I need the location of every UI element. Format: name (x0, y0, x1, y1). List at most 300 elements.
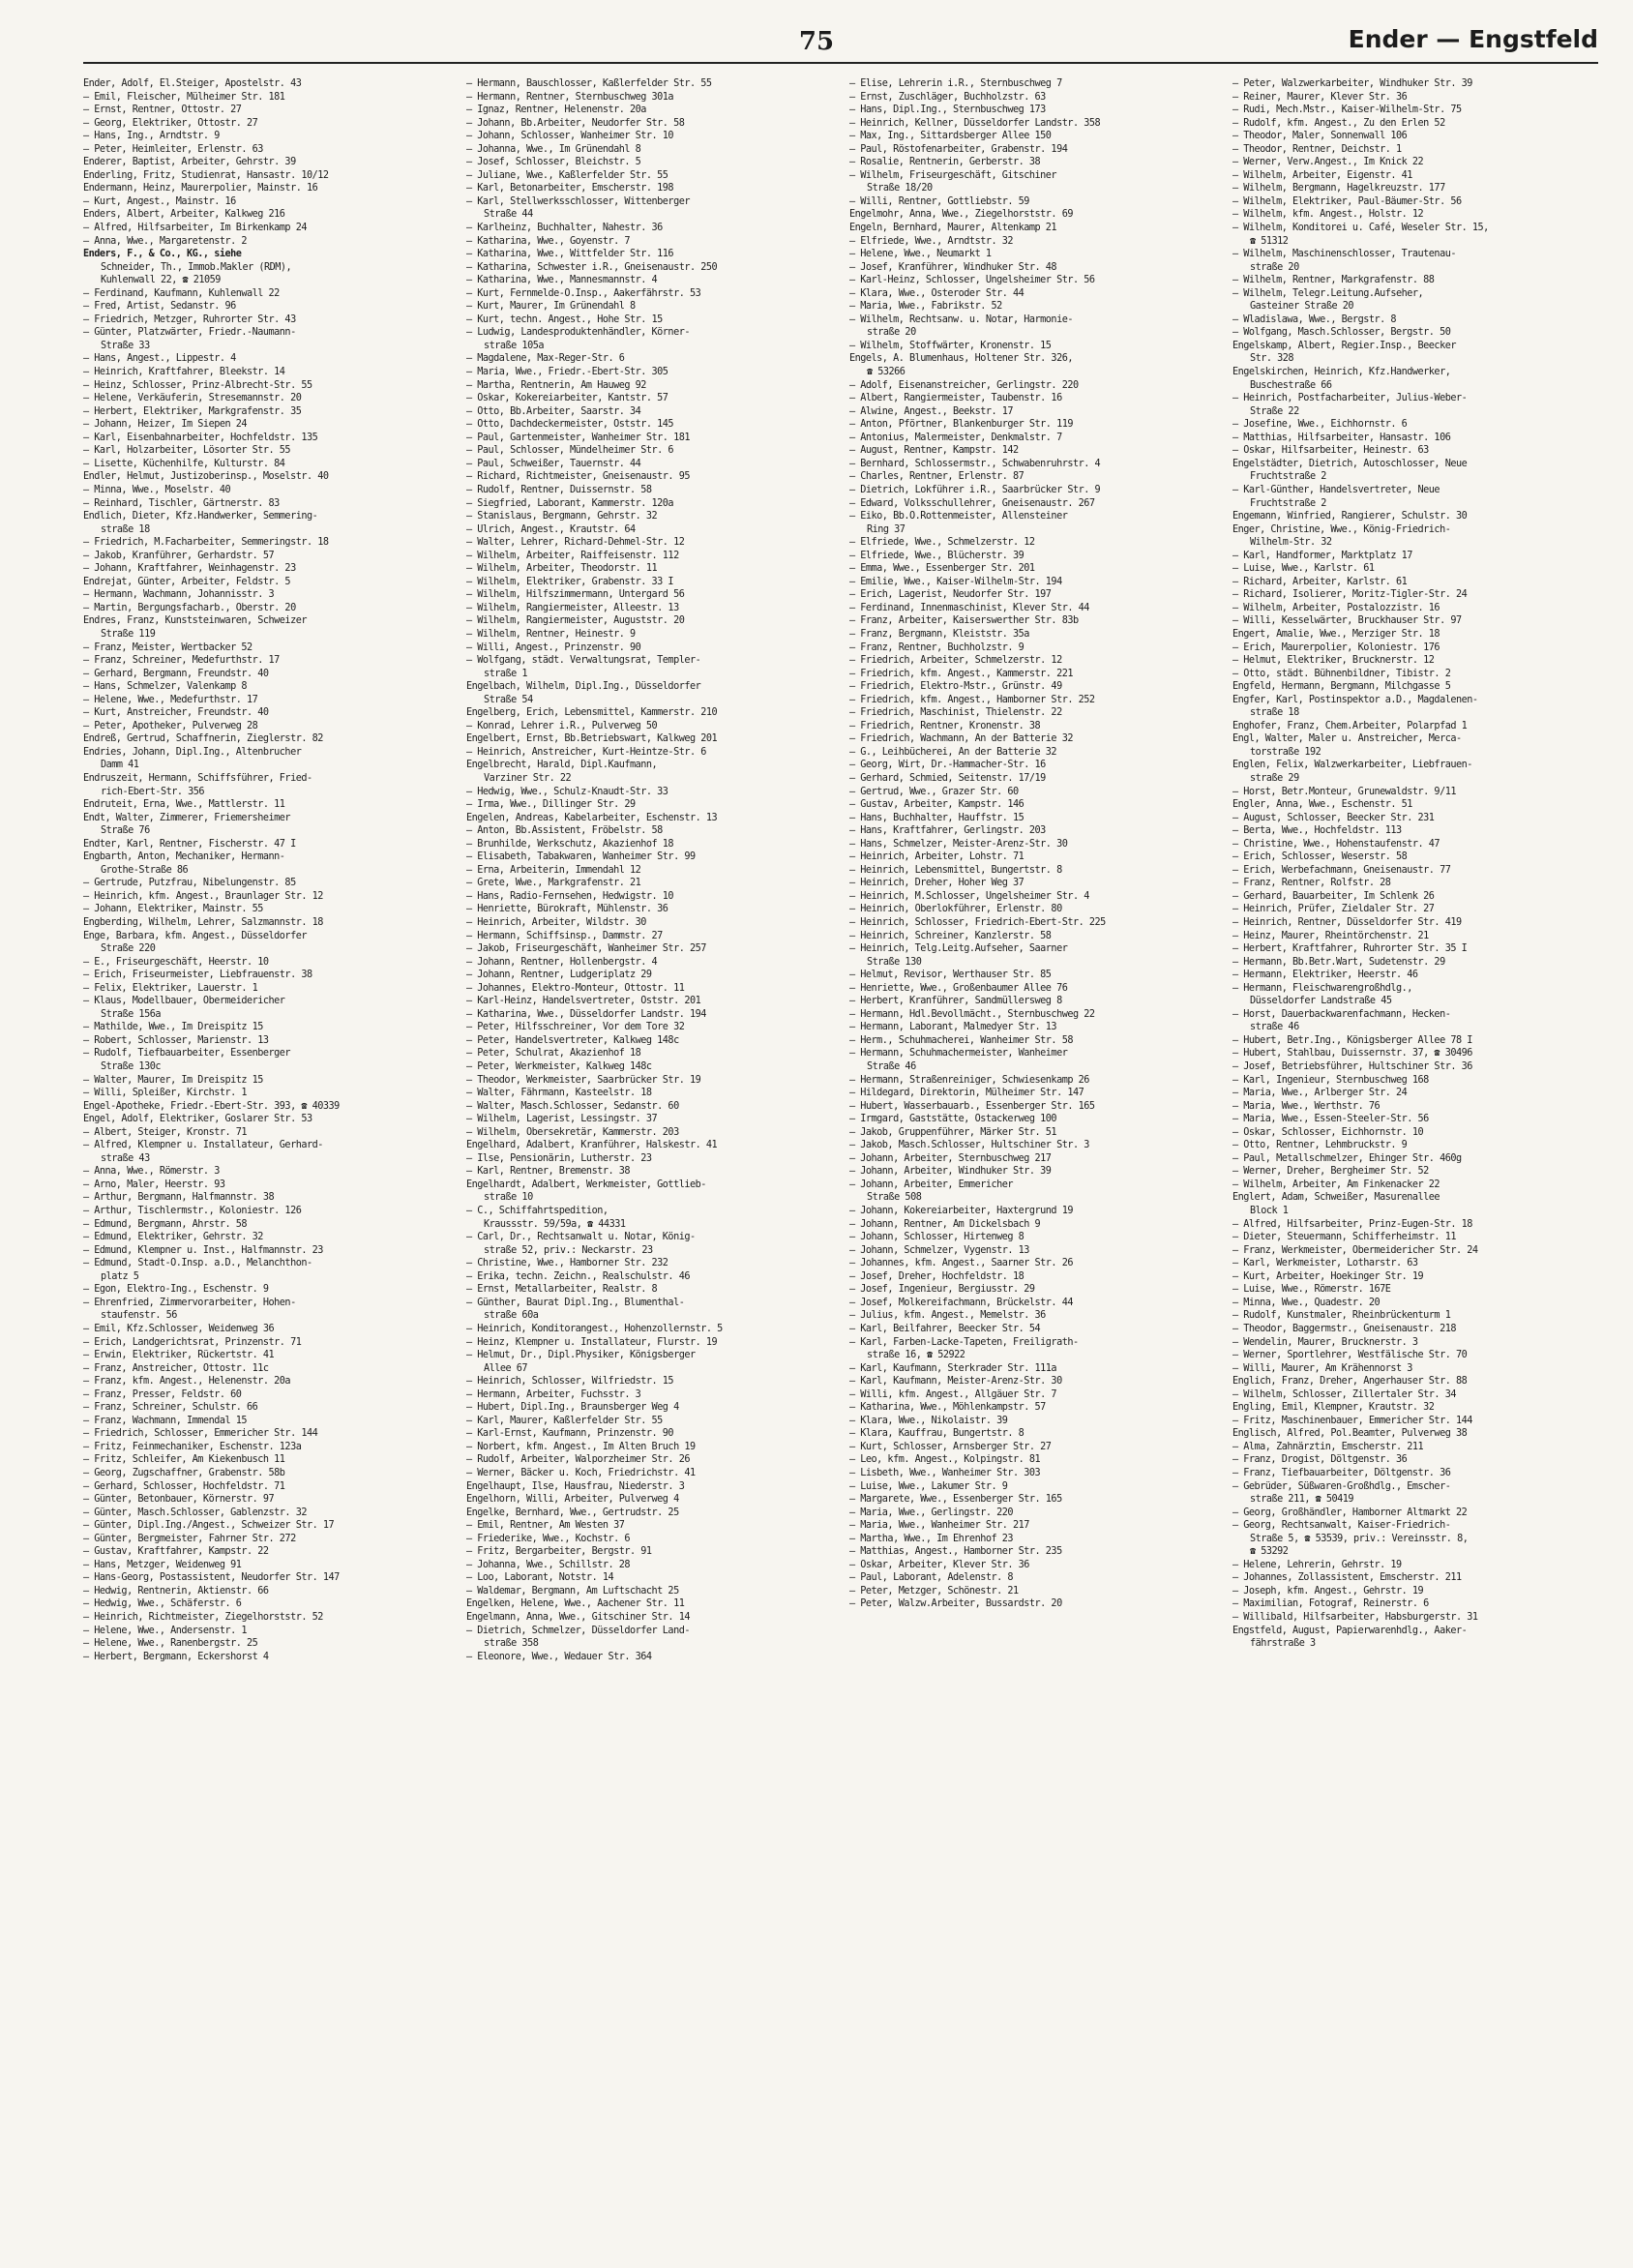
directory-entry: — Günter, Betonbauer, Körnerstr. 97 (83, 1494, 275, 1506)
directory-entry: Engstfeld, August, Papierwarenhdlg., Aaker- (1232, 1625, 1468, 1636)
directory-entry: — Berta, Wwe., Hochfeldstr. 113 (1232, 825, 1402, 837)
directory-entry: — Günter, Masch.Schlosser, Gablenzstr. 32 (83, 1507, 307, 1518)
directory-entry: — Johanna, Wwe., Schillstr. 28 (466, 1559, 631, 1570)
directory-entry: — Peter, Handelsvertreter, Kalkweg 148c (466, 1034, 679, 1046)
directory-entry: Engel, Adolf, Elektriker, Goslarer Str. 53 (83, 1114, 312, 1125)
directory-entry: — Matthias, Angest., Hamborner Str. 235 (849, 1546, 1062, 1558)
directory-entry: Engeln, Bernhard, Maurer, Altenkamp 21 (849, 223, 1057, 234)
directory-entry: Engelhard, Adalbert, Kranführer, Halskestr. 41 (466, 1140, 718, 1151)
directory-entry: Engfer, Karl, Postinspektor a.D., Magdalenen- (1232, 694, 1478, 705)
directory-entry: — Bernhard, Schlossermstr., Schwabenruhrstr. 4 (849, 458, 1101, 469)
directory-entry: — Elisabeth, Tabakwaren, Wanheimer Str. 99 (466, 851, 696, 863)
directory-entry: — Johannes, Zollassistent, Emscherstr. 211 (1232, 1572, 1462, 1584)
directory-entry: — Herbert, Bergmann, Eckershorst 4 (83, 1651, 269, 1662)
directory-entry: — Johann, Kraftfahrer, Weinhagenstr. 23 (83, 563, 296, 575)
directory-entry: — C., Schiffahrtspedition, (466, 1206, 609, 1217)
directory-entry: — Richard, Richtmeister, Gneisenaustr. 95 (466, 471, 690, 483)
directory-entry: — Paul, Metallschmelzer, Ehinger Str. 460g (1232, 1152, 1462, 1164)
directory-entry: — Georg, Großhändler, Hamborner Altmarkt 22 (1232, 1507, 1468, 1518)
directory-entry: — Jakob, Kranführer, Gerhardstr. 57 (83, 550, 275, 561)
directory-entry: — Katharina, Wwe., Goyenstr. 7 (466, 235, 631, 247)
directory-entry: — Anton, Bb.Assistent, Fröbelstr. 58 (466, 825, 663, 837)
directory-entry: — Fritz, Feinmechaniker, Eschenstr. 123a (83, 1441, 302, 1452)
directory-entry: — Franz, kfm. Angest., Helenenstr. 20a (83, 1376, 291, 1388)
directory-entry: — Johann, Rentner, Ludgeriplatz 29 (466, 970, 652, 981)
directory-entry: — Maria, Wwe., Friedr.-Ebert-Str. 305 (466, 367, 668, 378)
directory-entry: — Felix, Elektriker, Lauerstr. 1 (83, 982, 258, 994)
directory-entry: — Hedwig, Wwe., Schäferstr. 6 (83, 1598, 242, 1610)
directory-entry: — Helene, Verkäuferin, Stresemannstr. 20 (83, 393, 302, 404)
directory-entry: Endres, Franz, Kunststeinwaren, Schweizer (83, 615, 307, 627)
directory-entry: Engfeld, Hermann, Bergmann, Milchgasse 5 (1232, 681, 1451, 693)
directory-entry: — Wladislawa, Wwe., Bergstr. 8 (1232, 313, 1397, 325)
directory-entry: — Wilhelm, Elektriker, Grabenstr. 33 I (466, 576, 674, 587)
directory-entry: — Peter, Apotheker, Pulverweg 28 (83, 720, 258, 731)
directory-entry: — Hildegard, Direktorin, Mülheimer Str. 147 (849, 1088, 1084, 1099)
directory-entry: — Heinz, Schlosser, Prinz-Albrecht-Str. 55 (83, 379, 312, 391)
directory-entry: Varziner Str. 22 (484, 772, 572, 784)
directory-entry: straße 1 (484, 668, 528, 679)
directory-entry: — Stanislaus, Bergmann, Gehrstr. 32 (466, 511, 658, 522)
directory-entry: — Anna, Wwe., Margaretenstr. 2 (83, 235, 248, 247)
directory-entry: — Maria, Wwe., Essen-Steeler-Str. 56 (1232, 1114, 1429, 1125)
directory-entry: — Hans, Radio-Fernsehen, Hedwigstr. 10 (466, 890, 674, 902)
directory-entry: — Heinrich, kfm. Angest., Braunlager Str. 12 (83, 890, 323, 902)
directory-entry: — Edward, Volksschullehrer, Gneisenaustr. 267 (849, 497, 1095, 509)
directory-entry: — Erwin, Elektriker, Rückertstr. 41 (83, 1350, 275, 1361)
directory-entry: — Rudolf, kfm. Angest., Zu den Erlen 52 (1232, 117, 1445, 129)
directory-entry: — Adolf, Eisenanstreicher, Gerlingstr. 220 (849, 379, 1079, 391)
directory-entry: straße 10 (484, 1192, 533, 1204)
directory-entry: — Ehrenfried, Zimmervorarbeiter, Hohen- (83, 1297, 296, 1308)
directory-entry: — Franz, Schreiner, Schulstr. 66 (83, 1402, 258, 1414)
directory-entry: — Elfriede, Wwe., Arndtstr. 32 (849, 235, 1014, 247)
directory-entry: — Gerhard, Schmied, Seitenstr. 17/19 (849, 772, 1046, 784)
directory-entry: Engelbrecht, Harald, Dipl.Kaufmann, (466, 760, 658, 771)
directory-entry: Kraussstr. 59/59a, ☎ 44331 (484, 1218, 626, 1230)
directory-entry: — Johann, Arbeiter, Windhuker Str. 39 (849, 1166, 1052, 1178)
directory-entry: — Günther, Baurat Dipl.Ing., Blumenthal- (466, 1297, 685, 1308)
directory-entry: — Heinrich, Schlosser, Wilfriedstr. 15 (466, 1376, 674, 1388)
directory-entry: — Karl, Werkmeister, Lotharstr. 63 (1232, 1258, 1418, 1269)
directory-entry: — Martin, Bergungsfacharb., Oberstr. 20 (83, 602, 296, 613)
directory-entry: — Otto, Rentner, Lehmbruckstr. 9 (1232, 1140, 1408, 1151)
directory-entry: — Minna, Wwe., Quadestr. 20 (1232, 1297, 1381, 1308)
directory-entry: Engelstädter, Dietrich, Autoschlosser, Neue (1232, 458, 1468, 469)
directory-entry: — Heinz, Maurer, Rheintörchenstr. 21 (1232, 930, 1429, 941)
directory-entry: — Wilhelm, Obersekretär, Kammerstr. 203 (466, 1126, 679, 1138)
directory-entry: — Heinrich, Schreiner, Kanzlerstr. 58 (849, 930, 1052, 941)
directory-entry: — Josef, Kranführer, Windhuker Str. 48 (849, 261, 1057, 273)
directory-entry: Straße 508 (867, 1192, 922, 1204)
directory-entry: Straße 130c (101, 1061, 161, 1073)
directory-entry: Straße 46 (867, 1061, 916, 1073)
directory-entry: — Franz, Rentner, Buchholzstr. 9 (849, 642, 1024, 653)
directory-entry: — Wilhelm, Friseurgeschäft, Gitschiner (849, 169, 1057, 181)
directory-entry: — Heinrich, Richtmeister, Ziegelhorststr. 52 (83, 1611, 323, 1623)
directory-entry: straße 211, ☎ 50419 (1250, 1494, 1354, 1506)
directory-entry: — Siegfried, Laborant, Kammerstr. 120a (466, 497, 674, 509)
directory-entry: — Heinrich, Postfacharbeiter, Julius-Weber- (1232, 393, 1468, 404)
directory-entry: — Hans, Buchhalter, Hauffstr. 15 (849, 812, 1024, 823)
directory-entry: straße 105a (484, 340, 544, 351)
directory-entry: — Waldemar, Bergmann, Am Luftschacht 25 (466, 1585, 679, 1597)
directory-entry: — Edmund, Elektriker, Gehrstr. 32 (83, 1232, 263, 1243)
directory-entry: — Johann, Heizer, Im Siepen 24 (83, 419, 248, 431)
directory-entry: — Wolfgang, Masch.Schlosser, Bergstr. 50 (1232, 327, 1451, 339)
directory-entry: — Minna, Wwe., Moselstr. 40 (83, 484, 231, 495)
directory-entry: — Elfriede, Wwe., Schmelzerstr. 12 (849, 537, 1035, 549)
directory-entry: — August, Schlosser, Beecker Str. 231 (1232, 812, 1435, 823)
directory-entry: — Hermann, Arbeiter, Fuchsstr. 3 (466, 1388, 641, 1400)
directory-entry: — Willibald, Hilfsarbeiter, Habsburgerstr. 31 (1232, 1611, 1478, 1623)
directory-entry: Straße 156a (101, 1008, 161, 1020)
directory-entry: — Norbert, kfm. Angest., Im Alten Bruch 19 (466, 1441, 696, 1452)
directory-entry: — Erika, techn. Zeichn., Realschulstr. 46 (466, 1270, 690, 1282)
directory-entry: straße 29 (1250, 772, 1299, 784)
directory-entry: — Reinhard, Tischler, Gärtnerstr. 83 (83, 497, 280, 509)
directory-entry: — Wendelin, Maurer, Brucknerstr. 3 (1232, 1336, 1418, 1348)
directory-entry: — Emilie, Wwe., Kaiser-Wilhelm-Str. 194 (849, 576, 1062, 587)
page-number: 75 (798, 27, 835, 56)
directory-entry: Engelhaupt, Ilse, Hausfrau, Niederstr. 3 (466, 1480, 685, 1492)
directory-entry: — Katharina, Wwe., Mannesmannstr. 4 (466, 275, 658, 286)
directory-entry: — Friedrich, Schlosser, Emmericher Str. 144 (83, 1428, 318, 1440)
directory-entry: — Heinrich, Prüfer, Zieldaler Str. 27 (1232, 904, 1435, 915)
directory-entry: — Helene, Wwe., Ranenbergstr. 25 (83, 1638, 258, 1650)
directory-entry: — Franz, Arbeiter, Kaiserswerther Str. 83b (849, 615, 1079, 627)
directory-entry: — Werner, Bäcker u. Koch, Friedrichstr. 41 (466, 1467, 696, 1478)
directory-entry: — Brunhilde, Werkschutz, Akazienhof 18 (466, 838, 674, 850)
directory-entry: — Peter, Metzger, Schönestr. 21 (849, 1585, 1019, 1597)
directory-entry: Engelken, Helene, Wwe., Aachener Str. 11 (466, 1598, 685, 1610)
directory-entry: — Gustav, Arbeiter, Kampstr. 146 (849, 799, 1024, 811)
directory-entry: — Katharina, Wwe., Möhlenkampstr. 57 (849, 1402, 1046, 1414)
directory-entry: — Kurt, Anstreicher, Freundstr. 40 (83, 707, 269, 719)
directory-entry: — Georg, Rechtsanwalt, Kaiser-Friedrich- (1232, 1520, 1451, 1532)
directory-entry: — Paul, Röstofenarbeiter, Grabenstr. 194 (849, 143, 1068, 155)
directory-entry: — Maximilian, Fotograf, Reinerstr. 6 (1232, 1598, 1429, 1610)
directory-entry: — Friedrich, kfm. Angest., Kammerstr. 221 (849, 668, 1073, 679)
directory-entry: Fruchtstraße 2 (1250, 497, 1326, 509)
directory-entry: — Max, Ing., Sittardsberger Allee 150 (849, 131, 1052, 142)
directory-entry: — Erich, Schlosser, Weserstr. 58 (1232, 851, 1408, 863)
directory-entry: Straße 220 (101, 943, 156, 955)
directory-entry: — Erich, Lagerist, Neudorfer Str. 197 (849, 589, 1052, 601)
directory-entry: — Wilhelm, Maschinenschlosser, Trautenau- (1232, 249, 1456, 260)
directory-entry: Engbarth, Anton, Mechaniker, Hermann- (83, 851, 285, 863)
directory-entry: — Arno, Maler, Heerstr. 93 (83, 1179, 225, 1190)
directory-entry: — Emma, Wwe., Essenberger Str. 201 (849, 563, 1035, 575)
directory-entry: — Hubert, Dipl.Ing., Braunsberger Weg 4 (466, 1402, 679, 1414)
directory-entry: Engelberg, Erich, Lebensmittel, Kammerstr. 210 (466, 707, 718, 719)
directory-entry: — Mathilde, Wwe., Im Dreispitz 15 (83, 1022, 263, 1033)
directory-entry: Wilhelm-Str. 32 (1250, 537, 1332, 549)
directory-entry: Straße 33 (101, 340, 150, 351)
directory-entry: — Heinrich, M.Schlosser, Ungelsheimer Str. 4 (849, 890, 1089, 902)
directory-entry: Allee 67 (484, 1362, 528, 1374)
directory-entry: — Dietrich, Schmelzer, Düsseldorfer Land- (466, 1625, 690, 1636)
directory-entry: — Karl-Günther, Handelsvertreter, Neue (1232, 484, 1440, 495)
directory-entry: — Heinrich, Schlosser, Friedrich-Ebert-Str. 225 (849, 917, 1106, 928)
directory-entry: — Heinz, Klempner u. Installateur, Flurstr. 19 (466, 1336, 718, 1348)
directory-entry: — Fritz, Maschinenbauer, Emmericher Str. 144 (1232, 1415, 1472, 1426)
directory-entry: ☎ 53292 (1250, 1546, 1289, 1558)
directory-entry: — Hans, Schmelzer, Meister-Arenz-Str. 30 (849, 838, 1068, 850)
directory-entry: — Hubert, Stahlbau, Duissernstr. 37, ☎ 30496 (1232, 1048, 1472, 1059)
directory-entry: — Karl, Holzarbeiter, Lösorter Str. 55 (83, 445, 291, 457)
directory-entry: — Kurt, Angest., Mainstr. 16 (83, 195, 236, 207)
directory-entry: — Wilhelm, Rentner, Markgrafenstr. 88 (1232, 275, 1435, 286)
directory-entry: — Carl, Dr., Rechtsanwalt u. Notar, König- (466, 1232, 696, 1243)
directory-entry: Engelbert, Ernst, Bb.Betriebswart, Kalkweg 201 (466, 733, 718, 745)
directory-entry: Endt, Walter, Zimmerer, Friemersheimer (83, 812, 291, 823)
directory-entry: — Hans, Ing., Arndtstr. 9 (83, 131, 220, 142)
directory-entry: — Helmut, Revisor, Werthauser Str. 85 (849, 970, 1052, 981)
directory-entry: Englert, Adam, Schweißer, Masurenallee (1232, 1192, 1440, 1204)
directory-entry: Engelmann, Anna, Wwe., Gitschiner Str. 14 (466, 1611, 690, 1623)
directory-entry: — Walter, Maurer, Im Dreispitz 15 (83, 1074, 263, 1086)
directory-entry: — Karl, Maurer, Kaßlerfelder Str. 55 (466, 1415, 663, 1426)
directory-entry: — Gustav, Kraftfahrer, Kampstr. 22 (83, 1546, 269, 1558)
directory-entry: — Martha, Rentnerin, Am Hauweg 92 (466, 379, 646, 391)
directory-entry: — Werner, Dreher, Bergheimer Str. 52 (1232, 1166, 1429, 1178)
directory-entry: straße 43 (101, 1152, 150, 1164)
directory-entry: — Karl, Betonarbeiter, Emscherstr. 198 (466, 183, 674, 194)
directory-entry: — Georg, Wirt, Dr.-Hammacher-Str. 16 (849, 760, 1046, 771)
directory-entry: — Christine, Wwe., Hohenstaufenstr. 47 (1232, 838, 1440, 850)
directory-entry: — Heinrich, Dreher, Hoher Weg 37 (849, 878, 1024, 889)
directory-entry: — Helene, Lehrerin, Gehrstr. 19 (1232, 1559, 1402, 1570)
directory-entry: — Johann, Rentner, Hollenbergstr. 4 (466, 956, 658, 968)
directory-entry: — Franz, Bergmann, Kleiststr. 35a (849, 628, 1029, 640)
directory-entry: — Klara, Wwe., Osteroder Str. 44 (849, 287, 1024, 299)
directory-entry: — Rudolf, Rentner, Duissernstr. 58 (466, 484, 652, 495)
directory-entry: — Heinrich, Arbeiter, Lohstr. 71 (849, 851, 1024, 863)
directory-entry: — Johann, Rentner, Am Dickelsbach 9 (849, 1218, 1041, 1230)
directory-entry: Engling, Emil, Klempner, Krautstr. 32 (1232, 1402, 1435, 1414)
directory-entry: — Georg, Elektriker, Ottostr. 27 (83, 117, 258, 129)
running-head: Ender — Engstfeld (1348, 25, 1598, 53)
directory-entry: — Johann, Schlosser, Wanheimer Str. 10 (466, 131, 674, 142)
directory-entry: — Margarete, Wwe., Essenberger Str. 165 (849, 1494, 1062, 1506)
directory-entry: — Edmund, Klempner u. Inst., Halfmannstr. 23 (83, 1244, 323, 1256)
directory-entry: — Willi, Kesselwärter, Bruckhauser Str. 97 (1232, 615, 1462, 627)
directory-entry: — Reiner, Maurer, Klever Str. 36 (1232, 91, 1408, 103)
directory-entry: straße 20 (867, 327, 916, 339)
directory-entry: — Walter, Masch.Schlosser, Sedanstr. 60 (466, 1100, 679, 1112)
directory-entry: — Ferdinand, Innenmaschinist, Klever Str. 44 (849, 602, 1089, 613)
directory-entry: — Martha, Wwe., Im Ehrenhof 23 (849, 1533, 1014, 1544)
directory-entry: — Klara, Wwe., Nikolaistr. 39 (849, 1415, 1008, 1426)
directory-entry: — Hans, Kraftfahrer, Gerlingstr. 203 (849, 825, 1046, 837)
directory-entry: — Rudolf, Arbeiter, Walporzheimer Str. 26 (466, 1454, 690, 1466)
column-2 (466, 77, 832, 2254)
directory-entry: — Irma, Wwe., Dillinger Str. 29 (466, 799, 636, 811)
directory-entry: — Arthur, Tischlermstr., Koloniestr. 126 (83, 1206, 302, 1217)
directory-entry: Endreß, Gertrud, Schaffnerin, Zieglerstr. 82 (83, 733, 323, 745)
directory-entry: — Friedrich, Maschinist, Thielenstr. 22 (849, 707, 1062, 719)
directory-entry: — Jakob, Gruppenführer, Märker Str. 51 (849, 1126, 1057, 1138)
directory-entry: — Eleonore, Wwe., Wedauer Str. 364 (466, 1651, 652, 1662)
directory-entry: Engelke, Bernhard, Wwe., Gertrudstr. 25 (466, 1507, 679, 1518)
directory-entry: Block 1 (1250, 1206, 1289, 1217)
directory-entry: — Wilhelm, Rechtsanw. u. Notar, Harmonie- (849, 313, 1073, 325)
directory-entry: — Erna, Arbeiterin, Immendahl 12 (466, 864, 641, 876)
directory-entry: — Albert, Rangiermeister, Taubenstr. 16 (849, 393, 1062, 404)
directory-entry: — Heinrich, Lebensmittel, Bungertstr. 8 (849, 864, 1062, 876)
directory-entry: — Günter, Bergmeister, Fahrner Str. 272 (83, 1533, 296, 1544)
directory-entry: straße 18 (1250, 707, 1299, 719)
directory-entry: Engelskamp, Albert, Regier.Insp., Beecker (1232, 340, 1456, 351)
directory-entry: — Rudolf, Tiefbauarbeiter, Essenberger (83, 1048, 291, 1059)
directory-entry: — Otto, städt. Bühnenbildner, Tibistr. 2 (1232, 668, 1451, 679)
directory-entry: — Karl, Beilfahrer, Beecker Str. 54 (849, 1323, 1041, 1334)
directory-entry: — Peter, Walzwerkarbeiter, Windhuker Str. 39 (1232, 78, 1472, 89)
directory-entry: — Heinrich, Konditorangest., Hohenzollernstr. 5 (466, 1323, 723, 1334)
directory-entry: — Gerhard, Schlosser, Hochfeldstr. 71 (83, 1480, 285, 1492)
directory-entry: — Paul, Gartenmeister, Wanheimer Str. 181 (466, 432, 690, 443)
directory-entry: — Hermann, Bb.Betr.Wart, Sudetenstr. 29 (1232, 956, 1445, 968)
directory-entry: — Wilhelm, Rangiermeister, Alleestr. 13 (466, 602, 679, 613)
directory-entry: — Friedrich, Metzger, Ruhrorter Str. 43 (83, 313, 296, 325)
column-4 (1232, 77, 1598, 2254)
directory-entry: — Hubert, Betr.Ing., Königsberger Allee 78 I (1232, 1034, 1472, 1046)
directory-entry: — Ulrich, Angest., Krautstr. 64 (466, 523, 636, 535)
directory-entry: — Willi, kfm. Angest., Allgäuer Str. 7 (849, 1388, 1057, 1400)
directory-entry: — Kurt, Fernmelde-O.Insp., Aakerfährstr. 53 (466, 287, 701, 299)
directory-entry: — Ludwig, Landesproduktenhändler, Körner- (466, 327, 690, 339)
directory-entry: straße 46 (1250, 1022, 1299, 1033)
directory-entry: — Willi, Angest., Prinzenstr. 90 (466, 642, 641, 653)
directory-entry: — Hermann, Fleischwarengroßhdlg., (1232, 982, 1412, 994)
directory-entry: — Hans-Georg, Postassistent, Neudorfer Str. 147 (83, 1572, 340, 1584)
directory-entry: — Rudolf, Kunstmaler, Rheinbrückenturm 1 (1232, 1310, 1451, 1322)
directory-entry: rich-Ebert-Str. 356 (101, 786, 205, 797)
directory-entry: — Dietrich, Lokführer i.R., Saarbrücker Str. 9 (849, 484, 1101, 495)
directory-entry: — Heinrich, Rentner, Düsseldorfer Str. 419 (1232, 917, 1462, 928)
directory-entry: — Fritz, Bergarbeiter, Bergstr. 91 (466, 1546, 652, 1558)
directory-entry: — Heinrich, Kraftfahrer, Bleekstr. 14 (83, 367, 285, 378)
directory-entry: — Oskar, Schlosser, Eichhornstr. 10 (1232, 1126, 1424, 1138)
directory-entry: Engelhardt, Adalbert, Werkmeister, Gottlieb- (466, 1179, 706, 1190)
directory-entry: Straße 130 (867, 956, 922, 968)
directory-entry: — Wolfgang, städt. Verwaltungsrat, Templer- (466, 655, 701, 667)
directory-entry: — Georg, Zugschaffner, Grabenstr. 58b (83, 1467, 285, 1478)
directory-entry: Enderer, Baptist, Arbeiter, Gehrstr. 39 (83, 157, 296, 168)
directory-entry: platz 5 (101, 1270, 139, 1282)
directory-entry: — Peter, Werkmeister, Kalkweg 148c (466, 1061, 652, 1073)
directory-entry: — Luise, Wwe., Lakumer Str. 9 (849, 1480, 1008, 1492)
directory-entry: — Wilhelm, Konditorei u. Café, Weseler Str. 15, (1232, 223, 1489, 234)
directory-entry: — Friedrich, Elektro-Mstr., Grünstr. 49 (849, 681, 1062, 693)
directory-entry: — Herbert, Elektriker, Markgrafenstr. 35 (83, 405, 302, 417)
directory-entry: — Karl, Rentner, Bremenstr. 38 (466, 1166, 631, 1178)
directory-entry: — Johann, Schlosser, Hirtenweg 8 (849, 1232, 1024, 1243)
directory-entry: Straße 5, ☎ 53539, priv.: Vereinsstr. 8, (1250, 1533, 1469, 1544)
directory-entry: — Helene, Wwe., Neumarkt 1 (849, 249, 992, 260)
directory-entry: — Maria, Wwe., Fabrikstr. 52 (849, 301, 1002, 313)
directory-entry: — Friederike, Wwe., Kochstr. 6 (466, 1533, 631, 1544)
directory-entry: — Lisette, Küchenhilfe, Kulturstr. 84 (83, 458, 285, 469)
directory-entry: — Franz, Drogist, Döltgenstr. 36 (1232, 1454, 1408, 1466)
directory-entry: — Johannes, Elektro-Monteur, Ottostr. 11 (466, 982, 685, 994)
directory-entry: — Friedrich, Wachmann, An der Batterie 32 (849, 733, 1073, 745)
directory-entry: torstraße 192 (1250, 746, 1321, 758)
directory-entry: — Karl, Eisenbahnarbeiter, Hochfeldstr. 135 (83, 432, 318, 443)
directory-entry: — Paul, Schlosser, Mündelheimer Str. 6 (466, 445, 674, 457)
directory-entry: — Leo, kfm. Angest., Kolpingstr. 81 (849, 1454, 1041, 1466)
directory-entry: — Wilhelm, Arbeiter, Theodorstr. 11 (466, 563, 658, 575)
directory-entry: — Hermann, Wachmann, Johannisstr. 3 (83, 589, 275, 601)
directory-entry: — Wilhelm, Stoffwärter, Kronenstr. 15 (849, 340, 1052, 351)
directory-entry: — Karl-Heinz, Schlosser, Ungelsheimer Str. 56 (849, 275, 1095, 286)
directory-entry: Endlich, Dieter, Kfz.Handwerker, Semmering- (83, 511, 318, 522)
directory-entry: — Willi, Maurer, Am Krähennorst 3 (1232, 1362, 1412, 1374)
directory-entry: — Alma, Zahnärztin, Emscherstr. 211 (1232, 1441, 1424, 1452)
directory-entry: — Heinrich, Kellner, Düsseldorfer Landstr. 358 (849, 117, 1101, 129)
directory-entry: — Magdalene, Max-Reger-Str. 6 (466, 353, 625, 365)
directory-entry: — Josef, Molkereifachmann, Brückelstr. 44 (849, 1297, 1073, 1308)
directory-entry: — Hedwig, Rentnerin, Aktienstr. 66 (83, 1585, 269, 1597)
directory-entry: — Egon, Elektro-Ing., Eschenstr. 9 (83, 1284, 269, 1296)
directory-entry: — Oskar, Kokereiarbeiter, Kantstr. 57 (466, 393, 668, 404)
directory-entry: — Willi, Rentner, Gottliebstr. 59 (849, 195, 1029, 207)
directory-entry: — Ilse, Pensionärin, Lutherstr. 23 (466, 1152, 652, 1164)
directory-entry: — Otto, Dachdeckermeister, Oststr. 145 (466, 419, 674, 431)
directory-entry: — Wilhelm, Telegr.Leitung.Aufseher, (1232, 287, 1424, 299)
directory-entry: — Richard, Isolierer, Moritz-Tigler-Str. 24 (1232, 589, 1468, 601)
directory-entry: — Friedrich, M.Facharbeiter, Semmeringstr. 18 (83, 537, 329, 549)
directory-entry: Straße 44 (484, 209, 533, 221)
directory-entry: Enger, Christine, Wwe., König-Friedrich- (1232, 523, 1451, 535)
directory-entry: — Günter, Dipl.Ing./Angest., Schweizer Str. 17 (83, 1520, 335, 1532)
directory-entry: — Elise, Lehrerin i.R., Sternbuschweg 7 (849, 78, 1062, 89)
directory-entry: — Johannes, kfm. Angest., Saarner Str. 26 (849, 1258, 1073, 1269)
directory-entry: — Wilhelm, Hilfszimmermann, Untergard 56 (466, 589, 685, 601)
directory-entry: — Franz, Schreiner, Medefurthstr. 17 (83, 655, 280, 667)
directory-entry: — Kurt, Schlosser, Arnsberger Str. 27 (849, 1441, 1052, 1452)
directory-entry: Endrejat, Günter, Arbeiter, Feldstr. 5 (83, 576, 291, 587)
directory-entry: — Josef, Ingenieur, Bergiusstr. 29 (849, 1284, 1035, 1296)
directory-entry: straße 20 (1250, 261, 1299, 273)
directory-entry: Endler, Helmut, Justizoberinsp., Moselstr. 40 (83, 471, 329, 483)
directory-entry: — Karl-Heinz, Handelsvertreter, Oststr. 201 (466, 996, 701, 1007)
directory-entry: — Wilhelm, Arbeiter, Postalozzistr. 16 (1232, 602, 1440, 613)
directory-entry: — Klaus, Modellbauer, Obermeidericher (83, 996, 285, 1007)
directory-entry: — Hans, Schmelzer, Valenkamp 8 (83, 681, 248, 693)
directory-entry: Straße 22 (1250, 405, 1299, 417)
directory-entry: Engels, A. Blumenhaus, Holtener Str. 326, (849, 353, 1073, 365)
directory-entry: — Matthias, Hilfsarbeiter, Hansastr. 106 (1232, 432, 1451, 443)
directory-entry: — Grete, Wwe., Markgrafenstr. 21 (466, 878, 641, 889)
directory-entry: Kuhlenwall 22, ☎ 21059 (101, 275, 221, 286)
directory-entry: — Heinrich, Arbeiter, Wildstr. 30 (466, 917, 646, 928)
directory-entry: — Emil, Rentner, Am Westen 37 (466, 1520, 625, 1532)
directory-entry: Endruteit, Erna, Wwe., Mattlerstr. 11 (83, 799, 285, 811)
directory-entry: — Richard, Arbeiter, Karlstr. 61 (1232, 576, 1408, 587)
directory-entry: — Helmut, Dr., Dipl.Physiker, Königsberger (466, 1350, 696, 1361)
directory-entry: Engemann, Winfried, Rangierer, Schulstr. 30 (1232, 511, 1468, 522)
directory-entry: — Ignaz, Rentner, Helenenstr. 20a (466, 104, 646, 116)
directory-entry: — Franz, Presser, Feldstr. 60 (83, 1388, 242, 1400)
directory-entry: — Friedrich, Rentner, Kronenstr. 38 (849, 720, 1041, 731)
directory-entry: Engl, Walter, Maler u. Anstreicher, Merca- (1232, 733, 1462, 745)
directory-entry: — Maria, Wwe., Wanheimer Str. 217 (849, 1520, 1029, 1532)
directory-entry: Ring 37 (867, 523, 906, 535)
directory-entry: — Rosalie, Rentnerin, Gerberstr. 38 (849, 157, 1041, 168)
directory-entry: — Franz, Rentner, Rolfstr. 28 (1232, 878, 1391, 889)
